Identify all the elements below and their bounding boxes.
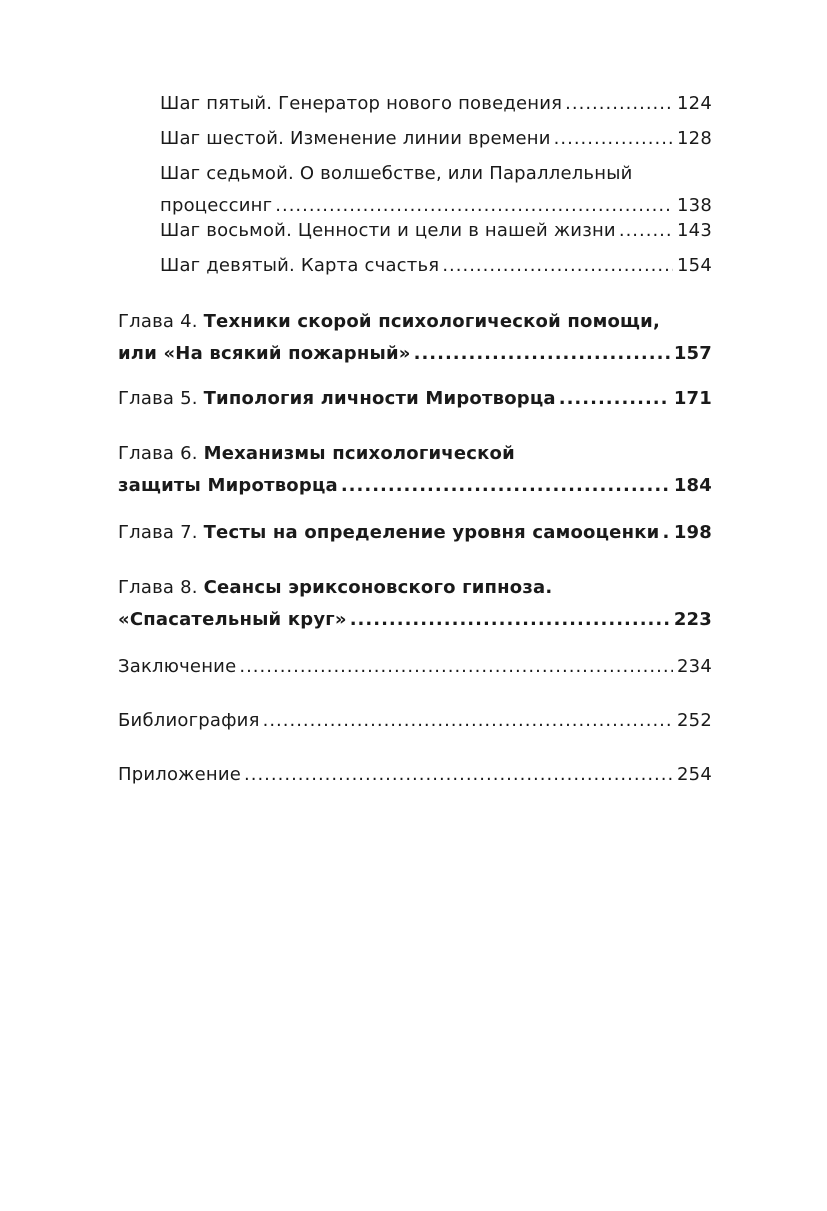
toc-entry-chapter-8[interactable] xyxy=(118,572,712,636)
dot-leader xyxy=(263,703,673,739)
page-number: 171 xyxy=(673,388,712,409)
toc-entry-chapter-7[interactable] xyxy=(118,515,712,551)
toc-entry-step-8[interactable] xyxy=(160,213,712,249)
chapter-title-line-2: защиты Миротворца xyxy=(118,475,338,496)
toc-entry-step-5[interactable] xyxy=(160,86,712,122)
toc-entry-step-6[interactable] xyxy=(160,121,712,157)
dot-leader xyxy=(662,515,669,551)
chapter-title-line-1: Техники скорой психологической помощи, xyxy=(203,311,660,332)
chapter-title-line-2: «Спасательный круг» xyxy=(118,609,347,630)
entry-title: Шаг девятый. Карта счастья xyxy=(160,255,440,276)
page-number: 223 xyxy=(673,609,712,630)
toc-entry-chapter-5[interactable] xyxy=(118,381,712,417)
page-number: 128 xyxy=(677,128,712,149)
dot-leader xyxy=(239,649,673,685)
entry-title: Шаг восьмой. Ценности и цели в нашей жизни xyxy=(160,220,616,241)
toc-entry-conclusion[interactable] xyxy=(118,649,712,685)
entry-title: Приложение xyxy=(118,764,242,785)
dot-leader xyxy=(559,381,670,417)
chapter-label: Глава 4. xyxy=(118,311,198,332)
dot-leader xyxy=(244,757,673,793)
dot-leader xyxy=(442,248,673,284)
page-number: 157 xyxy=(673,343,712,364)
chapter-label: Глава 8. xyxy=(118,577,198,598)
chapter-label: Глава 7. xyxy=(118,522,198,543)
entry-title: Заключение xyxy=(118,656,237,677)
toc-entry-appendix[interactable] xyxy=(118,757,712,793)
dot-leader xyxy=(565,86,673,122)
entry-title: Шаг шестой. Изменение линии времени xyxy=(160,128,551,149)
entry-title: Библиография xyxy=(118,710,260,731)
chapter-title: Тесты на определение уровня самооценки xyxy=(203,522,660,543)
page-number: 184 xyxy=(673,475,712,496)
page-number: 124 xyxy=(677,93,712,114)
dot-leader xyxy=(619,213,673,249)
entry-title-line-2: процессинг xyxy=(160,195,273,216)
entry-title-line-1: Шаг седьмой. О волшебстве, или Параллельный xyxy=(160,163,633,184)
page-number: 198 xyxy=(673,522,712,543)
dot-leader xyxy=(341,470,670,502)
entry-title: Шаг пятый. Генератор нового поведения xyxy=(160,93,563,114)
toc-entry-step-9[interactable] xyxy=(160,248,712,284)
chapter-label: Глава 5. xyxy=(118,388,198,409)
page-number: 254 xyxy=(677,764,712,785)
chapter-label: Глава 6. xyxy=(118,443,198,464)
page-number: 154 xyxy=(677,255,712,276)
chapter-title: Типология личности Миротворца xyxy=(203,388,556,409)
chapter-title-line-1: Механизмы психологической xyxy=(203,443,515,464)
chapter-title-line-1: Сеансы эриксоновского гипноза. xyxy=(203,577,553,598)
dot-leader xyxy=(554,121,673,157)
dot-leader xyxy=(414,338,670,370)
page-number: 252 xyxy=(677,710,712,731)
toc-entry-chapter-4[interactable] xyxy=(118,306,712,370)
toc-entry-bibliography[interactable] xyxy=(118,703,712,739)
page-number: 234 xyxy=(677,656,712,677)
dot-leader xyxy=(350,604,670,636)
page-number: 138 xyxy=(677,195,712,216)
toc-entry-chapter-6[interactable] xyxy=(118,438,712,502)
page-number: 143 xyxy=(677,220,712,241)
chapter-title-line-2: или «На всякий пожарный» xyxy=(118,343,411,364)
